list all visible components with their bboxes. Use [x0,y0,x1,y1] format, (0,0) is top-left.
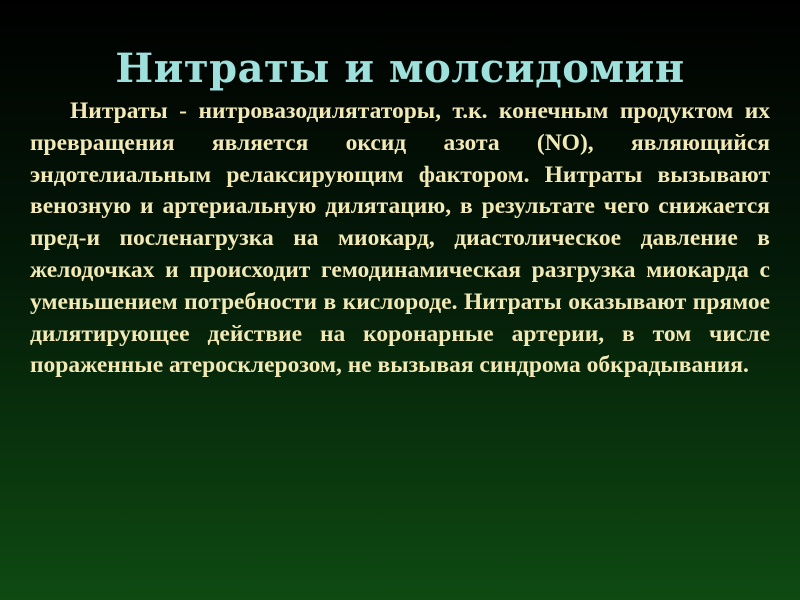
slide-title: Нитраты и молсидомин [115,44,685,92]
slide-body-paragraph: Нитраты - нитровазодилятаторы, т.к. конечным продуктом их превращения является оксид азота (NO), являющийся эндотелиальным релаксирующим фактором. Нитраты вызывают венозную и артериальную дилятацию, в результате чего снижается пред-и посленагрузка на миокард, диастолическое давление в желодочках и происходит гемодинамическая разгрузка миокарда с уменьшением потребности в кислороде. Нитраты оказывают прямое дилятирующее действие на коронарные артерии, в том числе пораженные атеросклерозом, не вызывая синдрома обкрадывания. [30,98,770,379]
